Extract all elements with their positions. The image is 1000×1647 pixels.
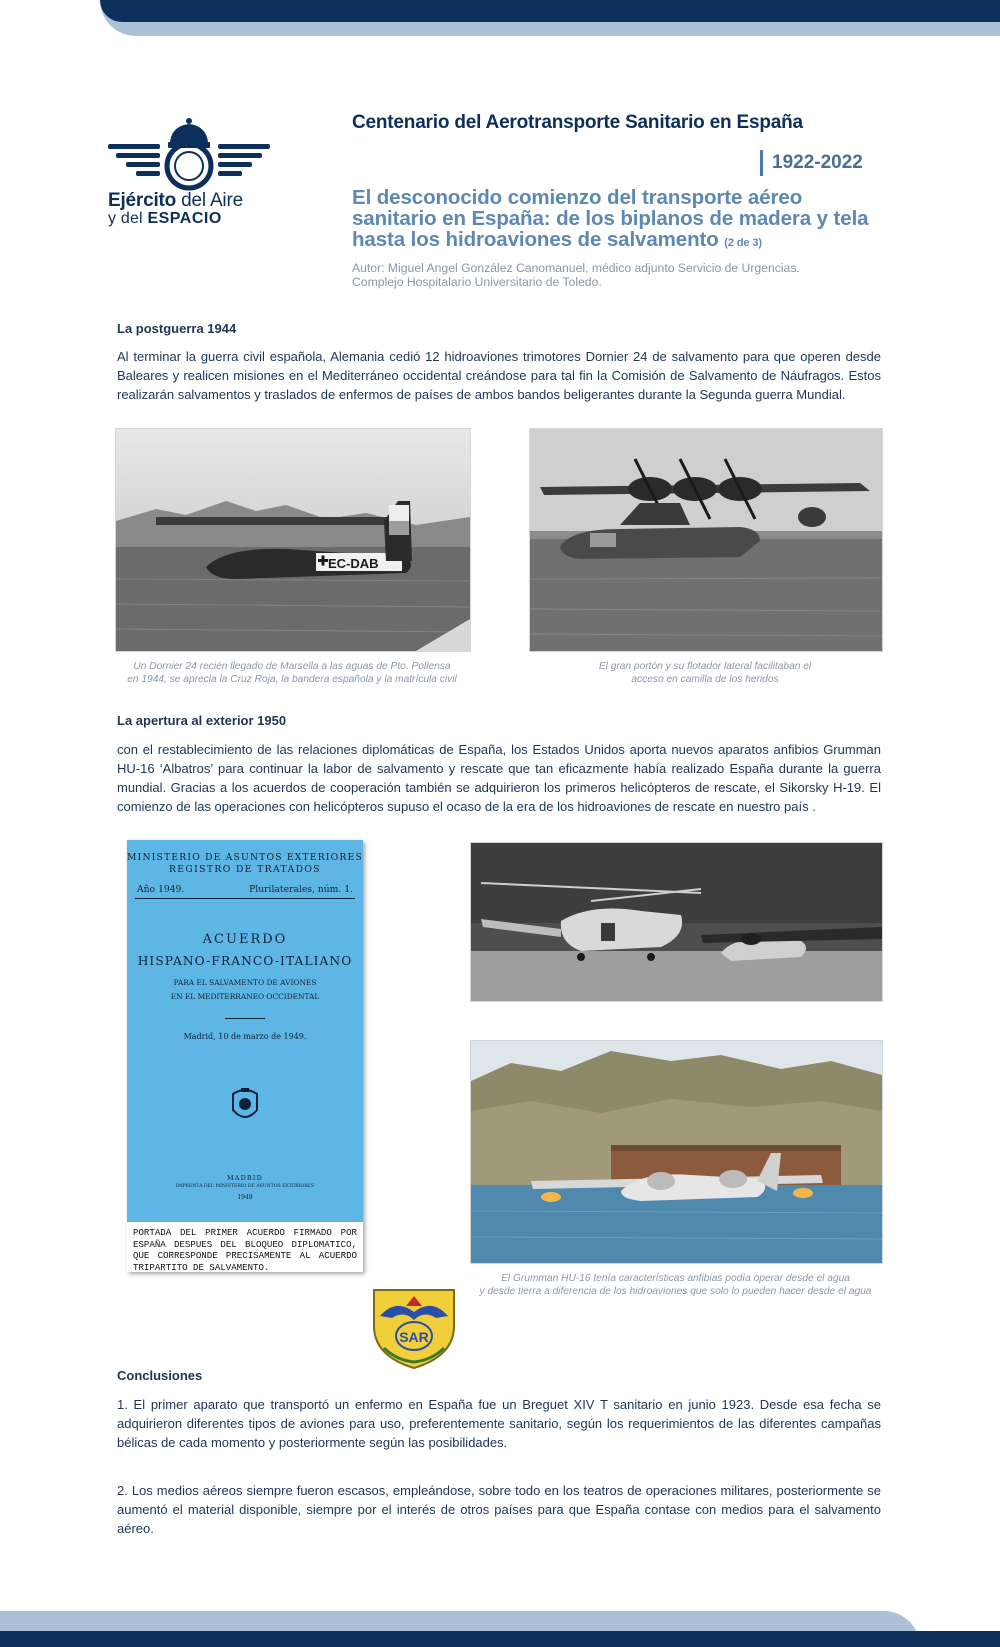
seaplane-photo-icon: [530, 429, 882, 651]
author-line-2: Complejo Hospitalario Universitario de Toledo.: [352, 275, 602, 289]
sar-badge-icon: [366, 1286, 462, 1370]
doc-subtitle-2: EN EL MEDITERRANEO OCCIDENTAL: [170, 992, 320, 1001]
part-label: (2 de 3): [724, 237, 762, 249]
caption-grumman: [470, 1272, 881, 1298]
doc-title-2: HISPANO-FRANCO-ITALIANO: [137, 954, 353, 968]
doc-rule: [135, 898, 355, 899]
caption-dornier-pollensa: [115, 660, 469, 686]
series-title: Centenario del Aerotransporte Sanitario en España: [352, 112, 803, 133]
photo-dornier-front: [529, 428, 883, 652]
caption-line: en 1944, se aprecia la Cruz Roja, la bandera española y la matrícula civil: [127, 674, 457, 685]
logo-wordmark: [108, 192, 288, 228]
bottom-band-dark: [0, 1631, 1000, 1647]
coat-of-arms-icon: [227, 1086, 263, 1126]
section-heading-conclusiones: Conclusiones: [117, 1368, 203, 1383]
logo-word-espacio: ESPACIO: [147, 210, 222, 227]
treaty-document-cover: [127, 840, 363, 1272]
doc-short-rule: [225, 1018, 265, 1019]
photo-sikorsky-helicopter: [470, 842, 883, 1002]
sar-badge-text: SAR: [399, 1329, 429, 1345]
conclusion-item-2: 2. Los medios aéreos siempre fueron escasos, empleándose, sobre todo en los teatros de operaciones militares, posteriormente se aumentó el material disponible, siempre por el interés de otros países para que España contase con medios para el salvamento aéreo.: [117, 1483, 881, 1536]
caption-line: Un Dornier 24 recién llegado de Marsella a las aguas de Pto. Pollensa: [133, 661, 451, 672]
doc-print-year: 1949: [237, 1194, 253, 1201]
photo-dornier-pollensa: [115, 428, 471, 652]
logo-word-y-del: y del: [108, 210, 148, 227]
section-heading-postguerra: La postguerra 1944: [117, 321, 237, 336]
caption-line: y desde tierra a diferencia de los hidroaviones que solo lo pueden hacer desde el agua: [479, 1286, 872, 1297]
helicopter-photo-icon: [471, 843, 882, 1001]
doc-title-1: ACUERDO: [202, 932, 288, 947]
seaplane-photo-icon: [116, 429, 470, 651]
caption-line: acceso en camilla de los heridos: [631, 674, 779, 685]
article-title: [352, 187, 892, 254]
top-band-dark: [100, 0, 1000, 22]
doc-place: MADRID: [227, 1174, 263, 1182]
doc-type: Plurilaterales, núm. 1.: [249, 884, 353, 895]
author-info: [352, 261, 872, 289]
doc-ministry: MINISTERIO DE ASUNTOS EXTERIORES: [127, 852, 363, 863]
amphibian-photo-icon: [471, 1041, 882, 1263]
logo-word-del-aire: del Aire: [176, 190, 243, 211]
section-heading-apertura: La apertura al exterior 1950: [117, 713, 287, 728]
logo-word-ejercito: Ejército: [108, 190, 177, 211]
author-line-1: Autor: Miguel Angel González Canomanuel, médico adjunto Servicio de Urgencias.: [352, 261, 800, 275]
doc-year: Año 1949.: [137, 884, 185, 895]
photo-grumman-albatros: [470, 1040, 883, 1264]
caption-line: El Grumman HU-16 tenía características anfibias podía operar desde el agua: [501, 1273, 850, 1284]
doc-registry: REGISTRO DE TRATADOS: [168, 864, 321, 875]
aircraft-registration: EC-DAB: [328, 556, 379, 571]
years-label: 1922-2022: [760, 150, 863, 176]
caption-line: El gran portón y su flotador lateral facilitaban el: [598, 661, 812, 672]
doc-subtitle-1: PARA EL SALVAMENTO DE AVIONES: [173, 978, 317, 987]
conclusion-item-1: 1. El primer aparato que transportó un enfermo en España fue un Breguet XIV T sanitario en junio 1923. Desde esa fecha se adquirieron diferentes tipos de aviones para uso, preferentemente sanitario, según los requerimientos de las diferentes campañas bélicas de cada momento y posteriormente según las posibilidades.: [117, 1397, 881, 1450]
doc-printer: IMPRENTA DEL MINISTERIO DE ASUNTOS EXTERIORES: [175, 1184, 315, 1189]
doc-caption: PORTADA DEL PRIMER ACUERDO FIRMADO POR ESPAÑA DESPUES DEL BLOQUEO DIPLOMATICO, QUE CORRESPONDE PRECISAMENTE AL ACUERDO TRIPARTITO DE SALVAMENTO.: [127, 1222, 363, 1272]
section-text-apertura: con el restablecimiento de las relaciones diplomáticas de España, los Estados Unidos aporta nuevos aparatos anfibios Grumman HU-16 ‘Albatros’ para continuar la labor de salvamento y rescate que tan eficazmente había realizado España durante la guerra mundial. Gracias a los acuerdos de cooperación también se adquirieron los primeros helicópteros de rescate, el Sikorsky H-19. El comienzo de las operaciones con helicópteros supuso el ocaso de la era de los hidroaviones de rescate en nuestro país .: [117, 742, 881, 814]
caption-dornier-front: [529, 660, 881, 686]
doc-date: Madrid, 10 de marzo de 1949.: [183, 1032, 307, 1041]
article-title-text: El desconocido comienzo del transporte aéreo sanitario en España: de los biplanos de madera y tela hasta los hidroaviones de salvamento: [352, 186, 869, 251]
section-text-postguerra: Al terminar la guerra civil española, Alemania cedió 12 hidroaviones trimotores Dornier 24 de salvamento para que operen desde Baleares y realicen misiones en el Mediterráneo occidental creándose para tal fin la Comisión de Salvamento de Náufragos. Estos realizarán salvamentos y traslados de enfermos de países de ambos bandos beligerantes durante la Segunda guerra Mundial.: [117, 349, 881, 402]
